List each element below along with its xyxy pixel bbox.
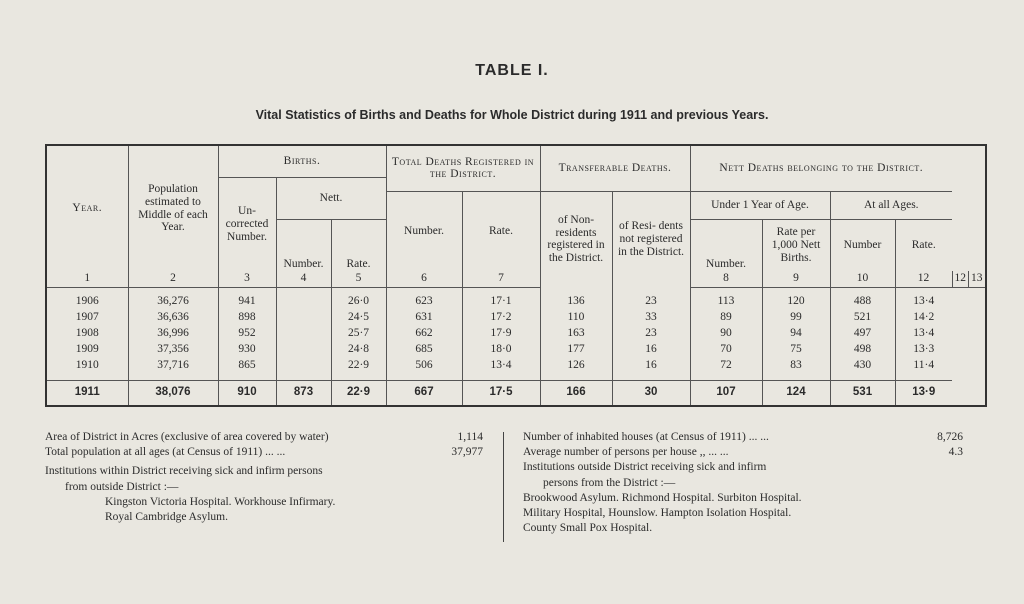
col-number: 13 <box>969 271 986 287</box>
header-year: Year. <box>72 202 103 215</box>
col-number: 5 <box>331 271 386 287</box>
col-number: 9 <box>762 271 830 287</box>
col-number: 3 <box>218 271 276 287</box>
col-number: 7 <box>462 271 540 287</box>
header-population: Population estimated to Middle of each Year. <box>128 145 218 271</box>
notes-right: Number of inhabited houses (at Census of 1911) ... ... 8,726 Average number of persons per house ,, ... ... 4.3 Institutions outside District receiving sick and infirm persons from the District :— Brookwood Asylum. Richmond Hospital. Surbiton Hospital. Military Hospital, Hounslow. Hampton Isolation Hospital. County Small Pox Hospital. <box>523 431 963 535</box>
table-title: TABLE I. <box>475 62 549 79</box>
header-deaths-rate: Rate. <box>462 191 540 271</box>
header-nett-number: Number. <box>276 219 331 271</box>
header-all-ages: At all Ages. <box>830 191 952 219</box>
table-row: 1909 37,356 930 24·8 685 18·0 177 16 70 75 498 13·3 <box>46 342 986 358</box>
col-number: 2 <box>128 271 218 287</box>
header-nett: Nett. <box>276 177 386 219</box>
header-deaths-number: Number. <box>386 191 462 271</box>
institutions-within: Institutions within District receiving sick and infirm persons <box>45 465 323 478</box>
table-row: 1907 36,636 898 24·5 631 17·2 110 33 89 99 521 14·2 <box>46 310 986 326</box>
summary-row: 1911 38,076 910 873 22·9 667 17·5 166 30 107 124 531 13·9 <box>46 380 986 406</box>
header-births: Births. <box>218 145 386 177</box>
col-number: 8 <box>690 271 762 287</box>
col-number: 6 <box>386 271 462 287</box>
header-all-rate: Rate. <box>895 219 952 271</box>
vital-statistics-table <box>45 144 987 407</box>
header-transferable: Transferable Deaths. <box>540 145 690 191</box>
header-all-number: Number <box>830 219 895 271</box>
header-rate-per-1000: Rate per 1,000 Nett Births. <box>762 219 830 271</box>
header-residents-not: of Resi- dents not registered in the District. <box>612 191 690 287</box>
col-number: 10 <box>830 271 895 287</box>
notes-left: Area of District in Acres (exclusive of area covered by water) 1,114 Total population at all ages (at Census of 1911) ... ... 37,977 Institutions within District receiving sick and infirm persons from outside District :— Kingston Victoria Hospital. Workhouse Infirmary. Royal Cambridge Asylum. <box>45 431 483 523</box>
header-uncorrected: Un- corrected Number. <box>218 177 276 271</box>
header-nett-rate: Rate. <box>331 219 386 271</box>
table-row: 1910 37,716 865 22·9 506 13·4 126 16 72 83 430 11·4 <box>46 358 986 374</box>
col-number: 1 <box>46 271 128 287</box>
population-line: Total population at all ages (at Census of 1911) ... ... 37,977 <box>45 446 483 459</box>
header-under-1: Under 1 Year of Age. <box>690 191 830 219</box>
header-total-deaths: Total Deaths Registered in the District. <box>386 145 540 191</box>
col-number: 12 <box>952 271 969 287</box>
houses-line: Number of inhabited houses (at Census of 1911) ... ... 8,726 <box>523 431 963 443</box>
notes-divider <box>503 432 504 542</box>
header-nett-deaths: Nett Deaths belonging to the District. <box>690 145 952 191</box>
average-line: Average number of persons per house ,, ... ... 4.3 <box>523 446 963 459</box>
header-non-residents: of Non- residents registered in the District. <box>540 191 612 287</box>
table-subtitle: Vital Statistics of Births and Deaths for Whole District during 1911 and previous Years. <box>255 108 769 122</box>
col-number: 4 <box>276 271 331 287</box>
col-number: 12 <box>895 271 952 287</box>
institutions-outside: Institutions outside District receiving sick and infirm <box>523 461 767 474</box>
header-under1-number: Number. <box>690 219 762 271</box>
table-row: 1906 36,276 941 26·0 623 17·1 136 23 113 120 488 13·4 <box>46 294 986 310</box>
table-row: 1908 36,996 952 25·7 662 17·9 163 23 90 94 497 13·4 <box>46 326 986 342</box>
area-line: Area of District in Acres (exclusive of area covered by water) 1,114 <box>45 431 483 443</box>
